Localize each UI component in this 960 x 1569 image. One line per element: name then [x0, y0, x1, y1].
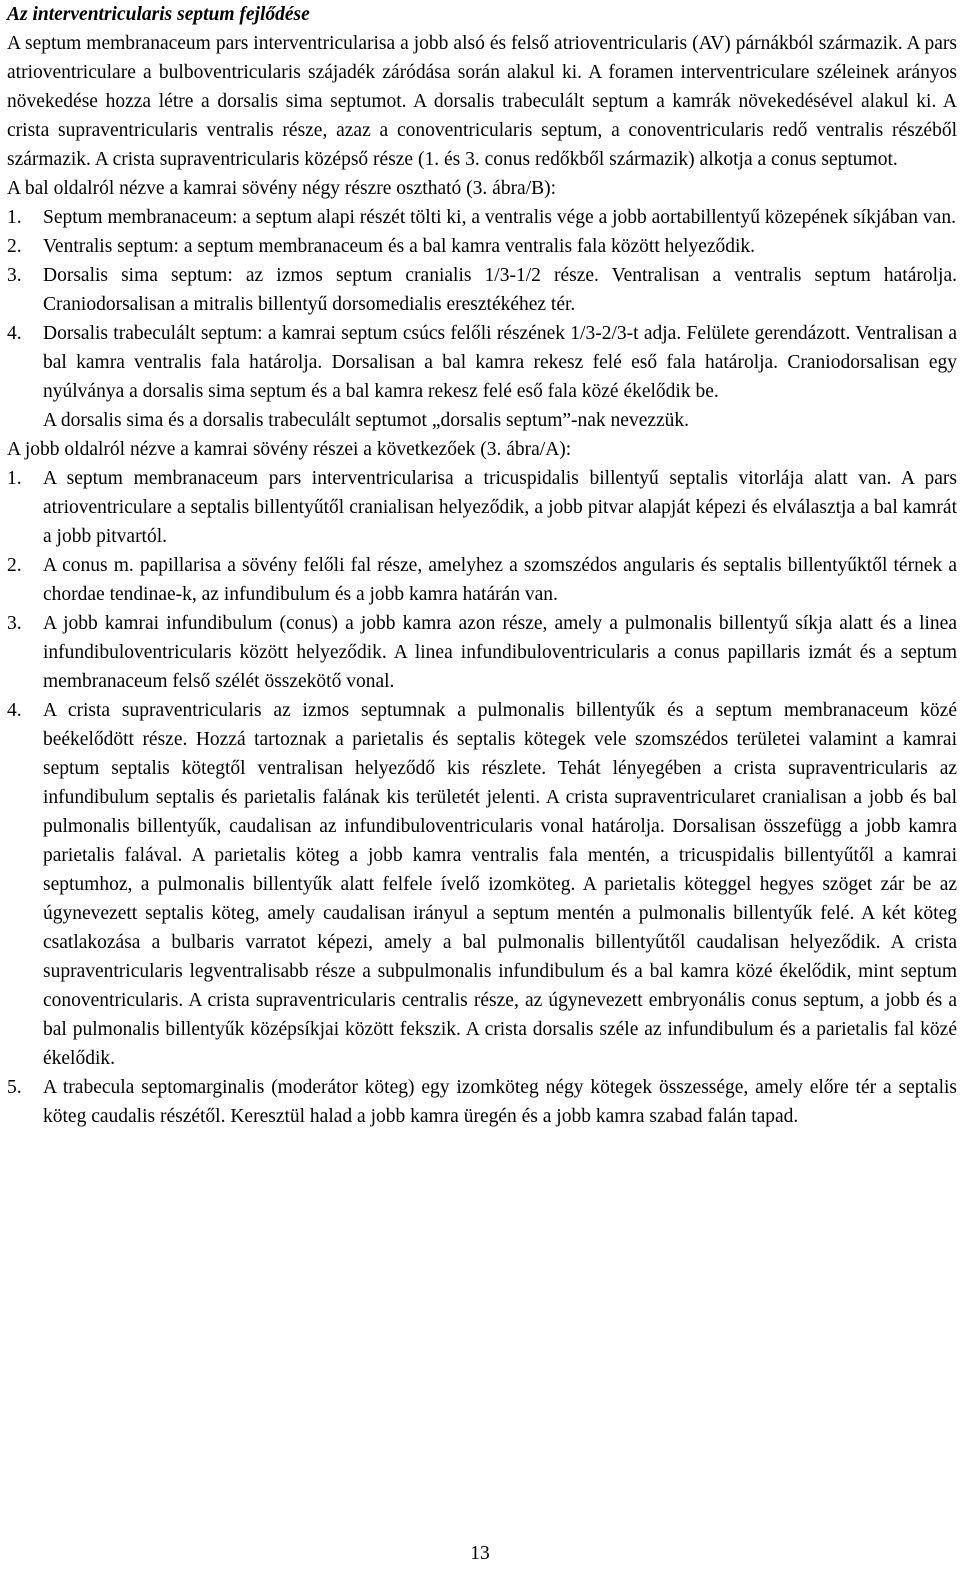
list-item-number: 3. — [7, 265, 22, 286]
list-item — [7, 609, 957, 696]
list-item-number: 1. — [7, 207, 22, 228]
list-item-text: Septum membranaceum: a septum alapi részét tölti ki, a ventralis vége a jobb aortabillentyű közepének síkjában van. — [43, 207, 956, 228]
list-item-number: 2. — [7, 555, 22, 576]
list-item-number: 2. — [7, 236, 22, 257]
list-item-text: Ventralis septum: a septum membranaceum és a bal kamra ventralis fala között helyeződik. — [43, 236, 756, 257]
right-view-list — [7, 464, 957, 1131]
list-item — [7, 261, 957, 319]
document-page — [7, 0, 957, 1131]
left-view-heading: A bal oldalról nézve a kamrai sövény négy részre osztható (3. ábra/B): — [7, 178, 557, 199]
list-item — [7, 1073, 957, 1131]
list-item-text: A septum membranaceum pars interventricularisa a tricuspidalis billentyű septalis vitorlája alatt van. A pars atrioventriculare a septalis billentyűtől cranialisan helyeződik, a jobb pitvar alapját képezi és elválasztja a bal kamrát a jobb pitvartól. — [43, 468, 957, 547]
list-item-text: A conus m. papillarisa a sövény felőli fal része, amelyhez a szomszédos angularis és septalis billentyűktől térnek a chordae tendinae-k, az infundibulum és a jobb kamra határán van. — [43, 555, 957, 605]
list-item-number: 5. — [7, 1077, 22, 1098]
list-item-text: Dorsalis sima septum: az izmos septum cranialis 1/3-1/2 része. Ventralisan a ventralis septum határolja. Craniodorsalisan a mitralis billentyű dorsomedialis eresztékéhez tér. — [43, 265, 957, 315]
right-view-heading: A jobb oldalról nézve a kamrai sövény részei a következőek (3. ábra/A): — [7, 439, 572, 460]
left-view-note: A dorsalis sima és a dorsalis trabeculált septumot „dorsalis septum”-nak nevezzük. — [43, 410, 690, 431]
list-item-text: A trabecula septomarginalis (moderátor köteg) egy izomköteg négy kötegek összessége, amely előre tér a septalis köteg caudalis részétől. Keresztül halad a jobb kamra üregén és a jobb kamra szabad falán tapad. — [43, 1077, 957, 1127]
list-item — [7, 464, 957, 551]
list-item-number: 4. — [7, 323, 22, 344]
intro-paragraph: A septum membranaceum pars interventricularisa a jobb alsó és felső atrioventricularis (AV) párnákból származik. A pars atrioventriculare a bulboventricularis szájadék záródása során alakul ki. A foramen interventriculare széleinek arányos növekedése hozza létre a dorsalis sima septumot. A dorsalis trabeculált septum a kamrák növekedésével alakul ki. A crista supraventricularis ventralis része, azaz a conoventricularis septum, a conoventricularis redő ventralis részéből származik. A crista supraventricularis középső része (1. és 3. conus redőkből származik) alkotja a conus septumot. — [7, 33, 957, 170]
page-number: 13 — [470, 1543, 490, 1564]
list-item-text: Dorsalis trabeculált septum: a kamrai septum csúcs felőli részének 1/3-2/3-t adja. Felülete gerendázott. Ventralisan a bal kamra ventralis fala határolja. Dorsalisan a bal kamra rekesz felé eső fala határolja. Craniodorsalisan egy nyúlványa a dorsalis sima septum és a bal kamra rekesz felé eső fala közé ékelődik be. — [43, 323, 957, 402]
list-item — [7, 232, 957, 261]
list-item — [7, 319, 957, 406]
left-view-list — [7, 203, 957, 406]
list-item-number: 1. — [7, 468, 22, 489]
list-item — [7, 203, 957, 232]
list-item — [7, 551, 957, 609]
list-item — [7, 696, 957, 1073]
list-item-text: A crista supraventricularis az izmos septumnak a pulmonalis billentyűk és a septum membranaceum közé beékelődött része. Hozzá tartoznak a parietalis és septalis kötegek vele szomszédos területei valamint a kamrai septum septalis kötegtől ventralisan helyeződő kis részlete. Tehát lényegében a crista supraventricularis az infundibulum septalis és parietalis falának kis területét jelenti. A crista supraventricularet cranialisan a jobb és bal pulmonalis billentyűk, caudalisan az infundibuloventricularis vonal határolja. Dorsalisan összefügg a jobb kamra parietalis falával. A parietalis köteg a jobb kamra ventralis fala mentén, a tricuspidalis billentyűtől a kamrai septumhoz, a pulmonalis billentyűk alatt felfele ívelő izomköteg. A parietalis köteggel hegyes szöget zár be az úgynevezett septalis köteg, amely caudalisan irányul a septum mentén a pulmonalis billentyűk felé. A két köteg csatlakozása a bulbaris varratot képezi, amely a bal pulmonalis billentyűtől caudalisan helyeződik. A crista supraventricularis legventralisabb része a subpulmonalis infundibulum és a bal kamra közé ékelődik, mint septum conoventricularis. A crista supraventricularis centralis része, az úgynevezett embryonális conus septum, a jobb és a bal pulmonalis billentyűk középsíkjai között fekszik. A crista dorsalis széle az infundibulum és a parietalis fal közé ékelődik. — [43, 700, 957, 1069]
list-item-number: 3. — [7, 613, 22, 634]
section-title: Az interventricularis septum fejlődése — [7, 4, 310, 25]
list-item-text: A jobb kamrai infundibulum (conus) a jobb kamra azon része, amely a pulmonalis billentyű síkja alatt és a linea infundibuloventricularis között helyeződik. A linea infundibuloventricularis a conus papillaris izmát és a septum membranaceum felső szélét összekötő vonal. — [43, 613, 957, 692]
list-item-number: 4. — [7, 700, 22, 721]
